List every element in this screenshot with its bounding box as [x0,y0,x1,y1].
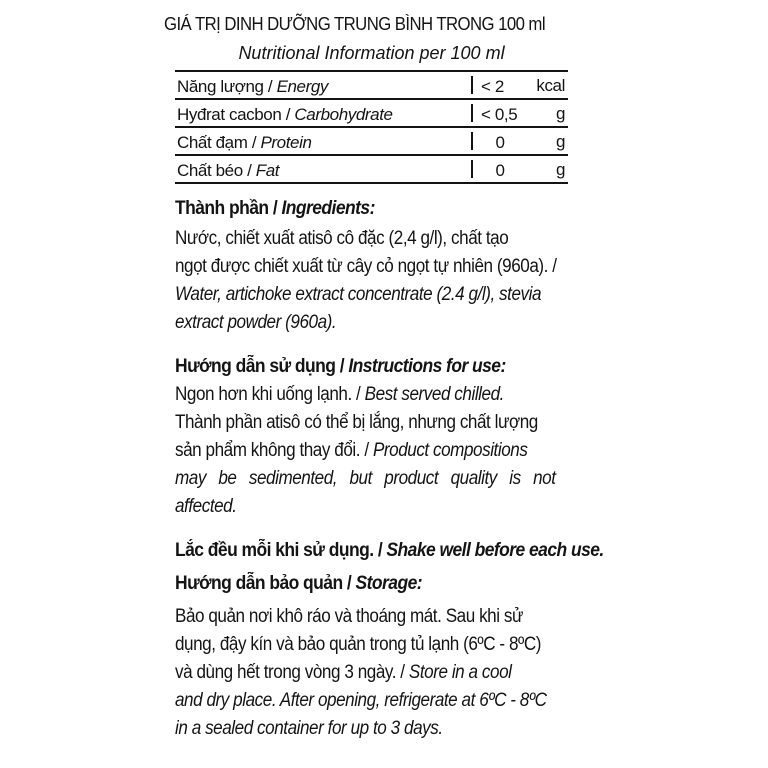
text-line [175,409,538,437]
nutrient-name-vn: Hyđrat cacbon / [177,105,295,124]
text-en: Store in a cool [408,662,512,683]
nutrition-row-fat [175,156,568,184]
text-en: Best served chilled. [364,384,504,405]
text-en: may be sedimented, but product quality is not [175,468,556,489]
heading-en: Storage: [355,573,423,594]
nutrient-name-en: Protein [260,133,312,152]
nutrient-name [177,105,393,125]
column-divider [471,76,473,94]
text-en: in a sealed container for up to 3 days. [175,718,443,739]
heading-vn: Hướng dẫn sử dụng / [175,356,349,377]
nutrient-name [177,161,279,181]
nutrient-unit: g [555,160,565,179]
nutrient-name-en: Carbohydrate [294,105,393,124]
nutrition-row-energy [175,72,568,100]
text-line [175,381,531,409]
nutrient-value: 0 [495,133,505,152]
storage-text [175,603,570,743]
nutrient-value: 0 [495,161,505,180]
nutrition-row-protein [175,128,568,156]
nutrition-table [175,70,568,184]
storage-section [175,573,570,743]
text-line [175,437,531,465]
nutrient-name-en: Fat [255,161,280,180]
text-vn: Thành phần atisô có thể bị lắng, nhưng chất lượng [175,412,538,433]
nutrient-name-vn: Chất béo / [177,161,256,180]
shake-text [175,540,604,562]
heading-en: Instructions for use: [348,356,506,377]
column-divider [471,132,473,150]
text-line [175,603,531,631]
nutrient-unit: kcal [536,76,565,95]
text-vn: và dùng hết trong vòng 3 ngày. / [175,662,409,683]
title-english: Nutritional Information per 100 ml [238,43,505,63]
text-en: and dry place. After opening, refrigerate at 6ºC - 8ºC [175,690,547,711]
text-line [175,687,547,715]
text-line [175,253,557,281]
text-line [175,225,531,253]
nutrient-name [177,77,328,97]
text-en: affected. [175,496,237,517]
column-divider [471,160,473,178]
shake-instruction [175,540,604,562]
nutrient-name-en: Energy [276,77,329,96]
storage-heading [175,573,538,595]
text-vn: ngọt được chiết xuất từ cây cỏ ngọt tự nhiên (960a). / [175,256,557,277]
nutrition-row-carbohydrate [175,100,568,128]
ingredients-section [175,198,570,337]
nutrient-name [177,133,312,153]
column-divider [471,104,473,122]
title-vietnamese: GIÁ TRỊ DINH DƯỠNG TRUNG BÌNH TRONG 100 ml [164,14,545,34]
nutrient-name-vn: Chất đạm / [177,133,261,152]
text-line [175,465,556,493]
nutrient-unit: g [555,104,565,123]
text-en: Product compositions [372,440,528,461]
text-line [175,281,542,309]
text-en: Water, artichoke extract concentrate (2.4 g/l), stevia [175,284,542,305]
text-vn: dụng, đậy kín và bảo quản trong tủ lạnh (6ºC - 8ºC) [175,634,541,655]
instructions-section [175,356,570,521]
instructions-text [175,381,570,521]
text-line [175,631,541,659]
text-en: Shake well before each use. [386,540,604,561]
ingredients-text [175,225,570,337]
heading-vn: Thành phần / [175,198,282,219]
text-vn: sản phẩm không thay đổi. / [175,440,373,461]
text-en: extract powder (960a). [175,312,337,333]
text-vn: Nước, chiết xuất atisô cô đặc (2,4 g/l), chất tạo [175,228,509,249]
instructions-heading [175,356,538,378]
text-vn: Lắc đều mỗi khi sử dụng. / [175,540,387,561]
nutrient-value: < 2 [481,77,504,96]
nutrient-value: < 0,5 [481,105,518,124]
nutrient-name-vn: Năng lượng / [177,77,277,96]
ingredients-heading [175,198,538,220]
heading-en: Ingredients: [281,198,375,219]
text-line [175,493,531,521]
text-line [175,309,531,337]
heading-vn: Hướng dẫn bảo quản / [175,573,356,594]
text-vn: Bảo quản nơi khô ráo và thoáng mát. Sau khi sử [175,606,523,627]
text-line [175,659,531,687]
text-vn: Ngon hơn khi uống lạnh. / [175,384,365,405]
text-line [175,715,531,743]
nutrient-unit: g [555,132,565,151]
